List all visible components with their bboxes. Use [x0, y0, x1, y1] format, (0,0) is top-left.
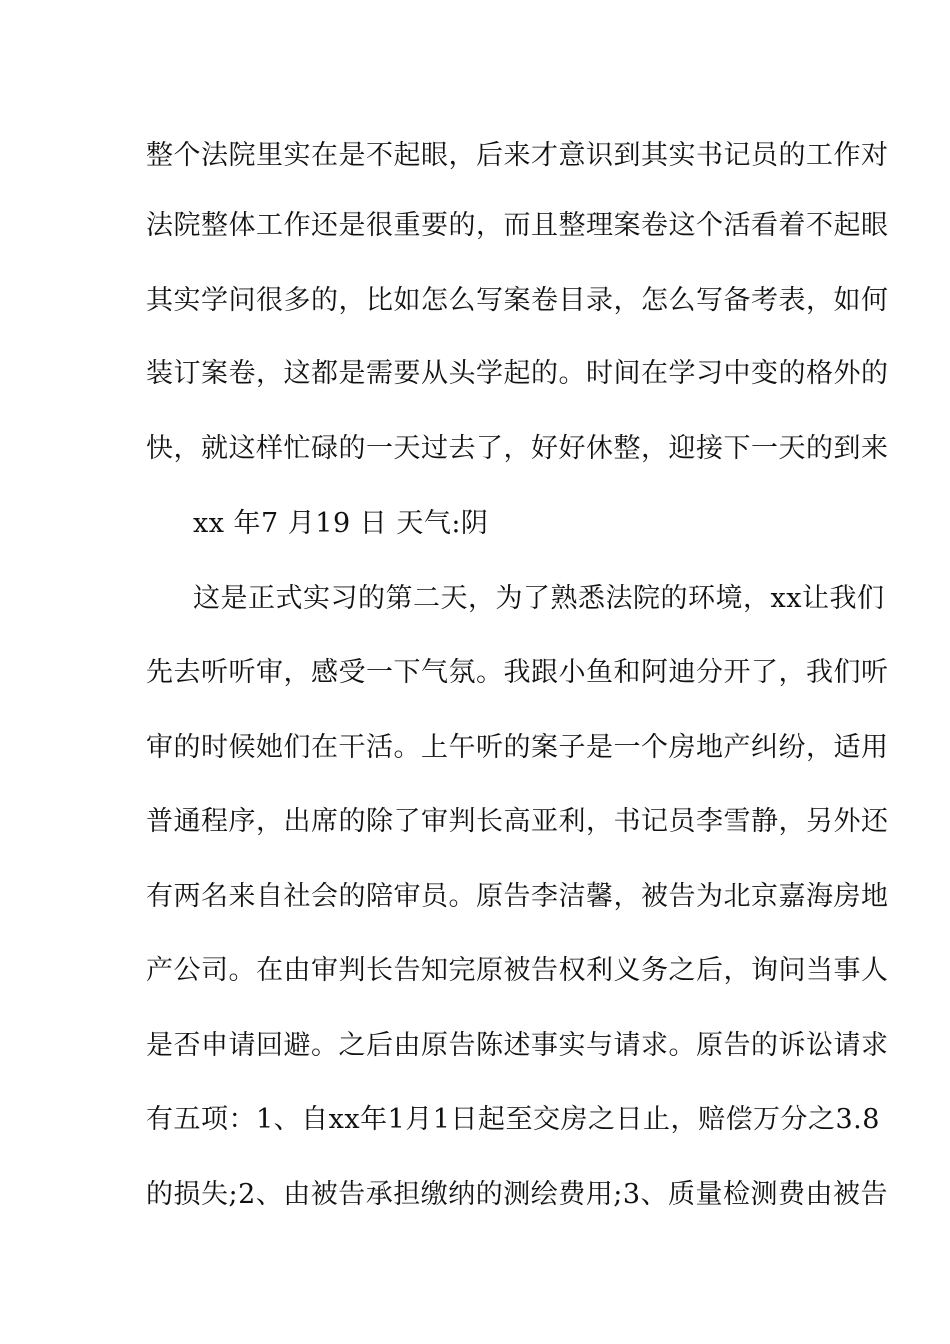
text-line: 的损失;2、由被告承担缴纳的测绘费用;3、质量检测费由被告: [146, 1179, 889, 1210]
text-line: 有两名来自社会的陪审员。原告李洁馨，被告为北京嘉海房地: [146, 881, 889, 912]
text-line: 装订案卷，这都是需要从头学起的。时间在学习中变的格外的: [146, 358, 889, 389]
text-line: 先去听听审，感受一下气氛。我跟小鱼和阿迪分开了，我们听: [146, 657, 889, 688]
date-weather-line: xx 年7 月19 日 天气:阴: [193, 508, 489, 539]
text-line: 有五项：1、自xx年1月1日起至交房之日止，赔偿万分之3.8: [146, 1104, 880, 1135]
text-line: 普通程序，出席的除了审判长高亚利，书记员李雪静，另外还: [146, 806, 889, 837]
text-line: 产公司。在由审判长告知完原被告权利义务之后，询问当事人: [146, 955, 889, 986]
text-line: 法院整体工作还是很重要的，而且整理案卷这个活看着不起眼: [146, 210, 889, 241]
paragraph-start-line: 这是正式实习的第二天，为了熟悉法院的环境，xx让我们: [193, 583, 885, 614]
text-line: 快，就这样忙碌的一天过去了，好好休整，迎接下一天的到来: [146, 433, 889, 464]
text-line: 审的时候她们在干活。上午听的案子是一个房地产纠纷，适用: [146, 732, 889, 763]
text-line: 是否申请回避。之后由原告陈述事实与请求。原告的诉讼请求: [146, 1030, 889, 1061]
text-line: 整个法院里实在是不起眼，后来才意识到其实书记员的工作对: [146, 140, 889, 171]
text-line: 其实学问很多的，比如怎么写案卷目录，怎么写备考表，如何: [146, 285, 889, 316]
